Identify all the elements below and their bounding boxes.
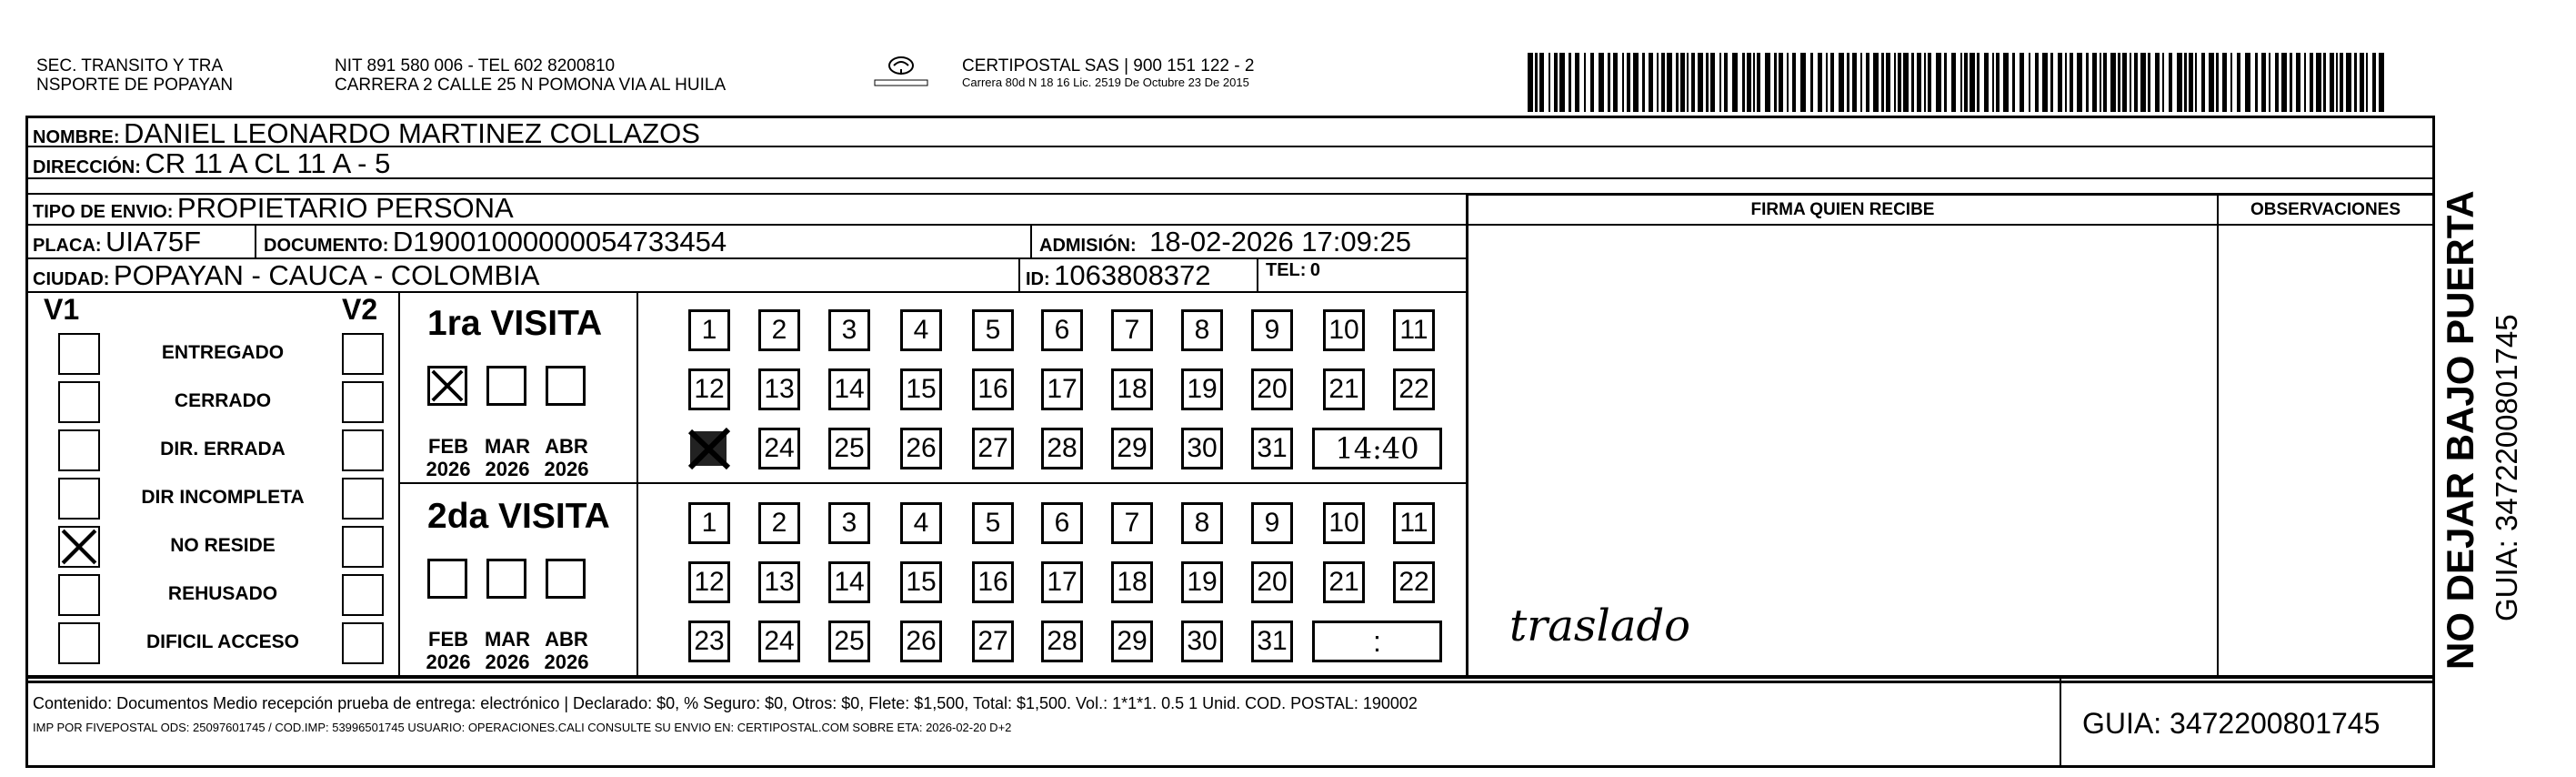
firma-header: FIRMA QUIEN RECIBE <box>1750 200 1935 219</box>
first-visit-month-checkbox[interactable] <box>486 366 526 406</box>
sender-name: SEC. TRANSITO Y TRA NSPORTE DE POPAYAN <box>36 56 234 95</box>
first-visit-day[interactable]: 4 <box>900 309 942 351</box>
reason-label: DIR. ERRADA <box>160 439 286 459</box>
first-visit-day[interactable]: 1 <box>688 309 730 351</box>
second-visit-day[interactable]: 25 <box>828 621 870 662</box>
v1-checkbox[interactable] <box>58 381 100 423</box>
first-visit-month-label: FEB 2026 <box>426 435 471 480</box>
reason-label: CERRADO <box>174 390 272 411</box>
reason-label: DIR INCOMPLETA <box>141 487 305 508</box>
second-visit-day[interactable]: 18 <box>1111 561 1153 603</box>
second-visit-month-label: FEB 2026 <box>426 628 471 673</box>
first-visit-day[interactable]: 18 <box>1111 368 1153 410</box>
reason-label: REHUSADO <box>167 583 278 604</box>
first-visit-day[interactable]: 16 <box>972 368 1014 410</box>
footer-content-line: Contenido: Documentos Medio recepción prueba de entrega: electrónico | Declarado: $0, % Seguro: $0, Otros: $0, Flete: $1,500, Total: $1,500. Vol.: 1*1*1. 0.5 1 Unid. COD. POSTAL: 190002 <box>33 694 1418 712</box>
first-visit-day[interactable]: 2 <box>758 309 800 351</box>
second-visit-day[interactable]: 19 <box>1181 561 1223 603</box>
second-visit-day[interactable]: 1 <box>688 502 730 544</box>
second-visit-day[interactable]: 21 <box>1323 561 1365 603</box>
second-visit-day[interactable]: 26 <box>900 621 942 662</box>
first-visit-day[interactable]: 21 <box>1323 368 1365 410</box>
footer-print-line: IMP POR FIVEPOSTAL ODS: 25097601745 / COD.IMP: 53996501745 USUARIO: OPERACIONES.CALI CONSULTE SU ENVIO EN: CERTIPOSTAL.COM SOBRE ETA: 2026-02-20 D+2 <box>33 721 1012 734</box>
second-visit-day[interactable]: 12 <box>688 561 730 603</box>
documento-field: DOCUMENTO: D19001000000054733454 <box>264 226 727 257</box>
second-visit-day[interactable]: 3 <box>828 502 870 544</box>
v1-header: V1 <box>44 293 80 326</box>
first-visit-day[interactable]: 3 <box>828 309 870 351</box>
second-visit-month-checkbox[interactable] <box>546 559 586 599</box>
first-visit-day[interactable]: 7 <box>1111 309 1153 351</box>
first-visit-month-label: MAR 2026 <box>484 435 531 480</box>
second-visit-day[interactable]: 17 <box>1041 561 1083 603</box>
v2-checkbox[interactable] <box>342 381 384 423</box>
first-visit-day[interactable]: 30 <box>1181 428 1223 469</box>
second-visit-day[interactable]: 20 <box>1251 561 1293 603</box>
v2-checkbox[interactable] <box>342 574 384 616</box>
frame-left <box>25 116 28 683</box>
second-visit-day[interactable]: 4 <box>900 502 942 544</box>
courier-logo-icon <box>869 53 933 93</box>
second-visit-day[interactable]: 8 <box>1181 502 1223 544</box>
first-visit-month-label: ABR 2026 <box>544 435 589 480</box>
first-visit-day[interactable]: 20 <box>1251 368 1293 410</box>
first-visit-day[interactable]: 29 <box>1111 428 1153 469</box>
second-visit-day[interactable]: 14 <box>828 561 870 603</box>
first-visit-day[interactable]: 31 <box>1251 428 1293 469</box>
nombre-field: NOMBRE: DANIEL LEONARDO MARTINEZ COLLAZOS <box>33 117 700 149</box>
first-visit-day[interactable]: 25 <box>828 428 870 469</box>
first-visit-day[interactable]: 15 <box>900 368 942 410</box>
frame-bottom <box>25 681 2435 683</box>
first-visit-day[interactable]: 13 <box>758 368 800 410</box>
second-visit-month-checkbox[interactable] <box>427 559 467 599</box>
second-visit-time[interactable]: : <box>1312 621 1442 662</box>
ciudad-field: CIUDAD: POPAYAN - CAUCA - COLOMBIA <box>33 259 540 291</box>
reason-label: DIFICIL ACCESO <box>145 631 299 652</box>
second-visit-day[interactable]: 16 <box>972 561 1014 603</box>
tipo-envio-field: TIPO DE ENVIO: PROPIETARIO PERSONA <box>33 192 514 224</box>
tracking-barcode <box>1528 53 2391 112</box>
v1-checkbox[interactable] <box>58 526 100 568</box>
tel-field: TEL: 0 <box>1266 260 1321 280</box>
second-visit-day[interactable]: 10 <box>1323 502 1365 544</box>
first-visit-day[interactable]: 28 <box>1041 428 1083 469</box>
first-visit-day[interactable]: 10 <box>1323 309 1365 351</box>
first-visit-title: 1ra VISITA <box>427 304 603 343</box>
side-guia: GUIA: 3472200801745 <box>2490 314 2523 621</box>
first-visit-day[interactable]: 26 <box>900 428 942 469</box>
v1-checkbox[interactable] <box>58 429 100 471</box>
v1-checkbox[interactable] <box>58 622 100 664</box>
v2-header: V2 <box>342 293 378 326</box>
reason-label: NO RESIDE <box>170 535 276 556</box>
v1-checkbox[interactable] <box>58 478 100 520</box>
second-visit-day[interactable]: 6 <box>1041 502 1083 544</box>
second-visit-day[interactable]: 24 <box>758 621 800 662</box>
footer-guia: GUIA: 3472200801745 <box>2082 707 2381 740</box>
direccion-field: DIRECCIÓN: CR 11 A CL 11 A - 5 <box>33 147 391 179</box>
observaciones-header: OBSERVACIONES <box>2250 200 2401 219</box>
first-visit-month-checkbox[interactable] <box>546 366 586 406</box>
courier-info: CERTIPOSTAL SAS | 900 151 122 - 2 Carrera 80d N 18 16 Lic. 2519 De Octubre 23 De 2015 <box>962 56 1255 89</box>
v1-checkbox[interactable] <box>58 333 100 375</box>
second-visit-day[interactable]: 31 <box>1251 621 1293 662</box>
second-visit-day[interactable]: 2 <box>758 502 800 544</box>
barcode-icon <box>1528 53 2391 112</box>
first-visit-day[interactable]: 5 <box>972 309 1014 351</box>
first-visit-day[interactable]: 8 <box>1181 309 1223 351</box>
frame-right <box>2432 116 2435 683</box>
second-visit-title: 2da VISITA <box>427 497 610 536</box>
second-visit-day[interactable]: 22 <box>1393 561 1435 603</box>
second-visit-month-checkbox[interactable] <box>486 559 526 599</box>
v2-checkbox[interactable] <box>342 622 384 664</box>
first-visit-day[interactable]: 24 <box>758 428 800 469</box>
second-visit-day[interactable]: 29 <box>1111 621 1153 662</box>
second-visit-day[interactable]: 9 <box>1251 502 1293 544</box>
handwritten-note: traslado <box>1509 600 1691 651</box>
first-visit-day[interactable] <box>688 428 730 469</box>
first-visit-day[interactable]: 6 <box>1041 309 1083 351</box>
v2-checkbox[interactable] <box>342 333 384 375</box>
second-visit-day[interactable]: 11 <box>1393 502 1435 544</box>
first-visit-time[interactable]: 14:40 <box>1312 428 1442 469</box>
v2-checkbox[interactable] <box>342 526 384 568</box>
second-visit-day[interactable]: 7 <box>1111 502 1153 544</box>
reason-label: ENTREGADO <box>161 342 285 363</box>
second-visit-month-label: ABR 2026 <box>544 628 589 673</box>
first-visit-day[interactable]: 14 <box>828 368 870 410</box>
admision-field: ADMISIÓN: 18-02-2026 17:09:25 <box>1039 226 1411 257</box>
second-visit-day[interactable]: 28 <box>1041 621 1083 662</box>
second-visit-day[interactable]: 15 <box>900 561 942 603</box>
id-field: ID: 1063808372 <box>1026 259 1211 291</box>
sender-contact: NIT 891 580 006 - TEL 602 8200810 CARRERA 2 CALLE 25 N POMONA VIA AL HUILA <box>335 56 727 95</box>
v2-checkbox[interactable] <box>342 478 384 520</box>
first-visit-day[interactable]: 12 <box>688 368 730 410</box>
second-visit-month-label: MAR 2026 <box>484 628 531 673</box>
v1-checkbox[interactable] <box>58 574 100 616</box>
v2-checkbox[interactable] <box>342 429 384 471</box>
no-dejar-bajo-puerta: NO DEJAR BAJO PUERTA <box>2439 190 2481 670</box>
placa-field: PLACA: UIA75F <box>33 226 202 257</box>
first-visit-day[interactable]: 17 <box>1041 368 1083 410</box>
first-visit-day[interactable]: 22 <box>1393 368 1435 410</box>
second-visit-day[interactable]: 27 <box>972 621 1014 662</box>
second-visit-day[interactable]: 5 <box>972 502 1014 544</box>
first-visit-day[interactable]: 27 <box>972 428 1014 469</box>
first-visit-month-checkbox[interactable] <box>427 366 467 406</box>
second-visit-day[interactable]: 13 <box>758 561 800 603</box>
first-visit-day[interactable]: 9 <box>1251 309 1293 351</box>
second-visit-day[interactable]: 23 <box>688 621 730 662</box>
first-visit-day[interactable]: 19 <box>1181 368 1223 410</box>
first-visit-day[interactable]: 11 <box>1393 309 1435 351</box>
marked-day-icon <box>688 428 730 479</box>
second-visit-day[interactable]: 30 <box>1181 621 1223 662</box>
